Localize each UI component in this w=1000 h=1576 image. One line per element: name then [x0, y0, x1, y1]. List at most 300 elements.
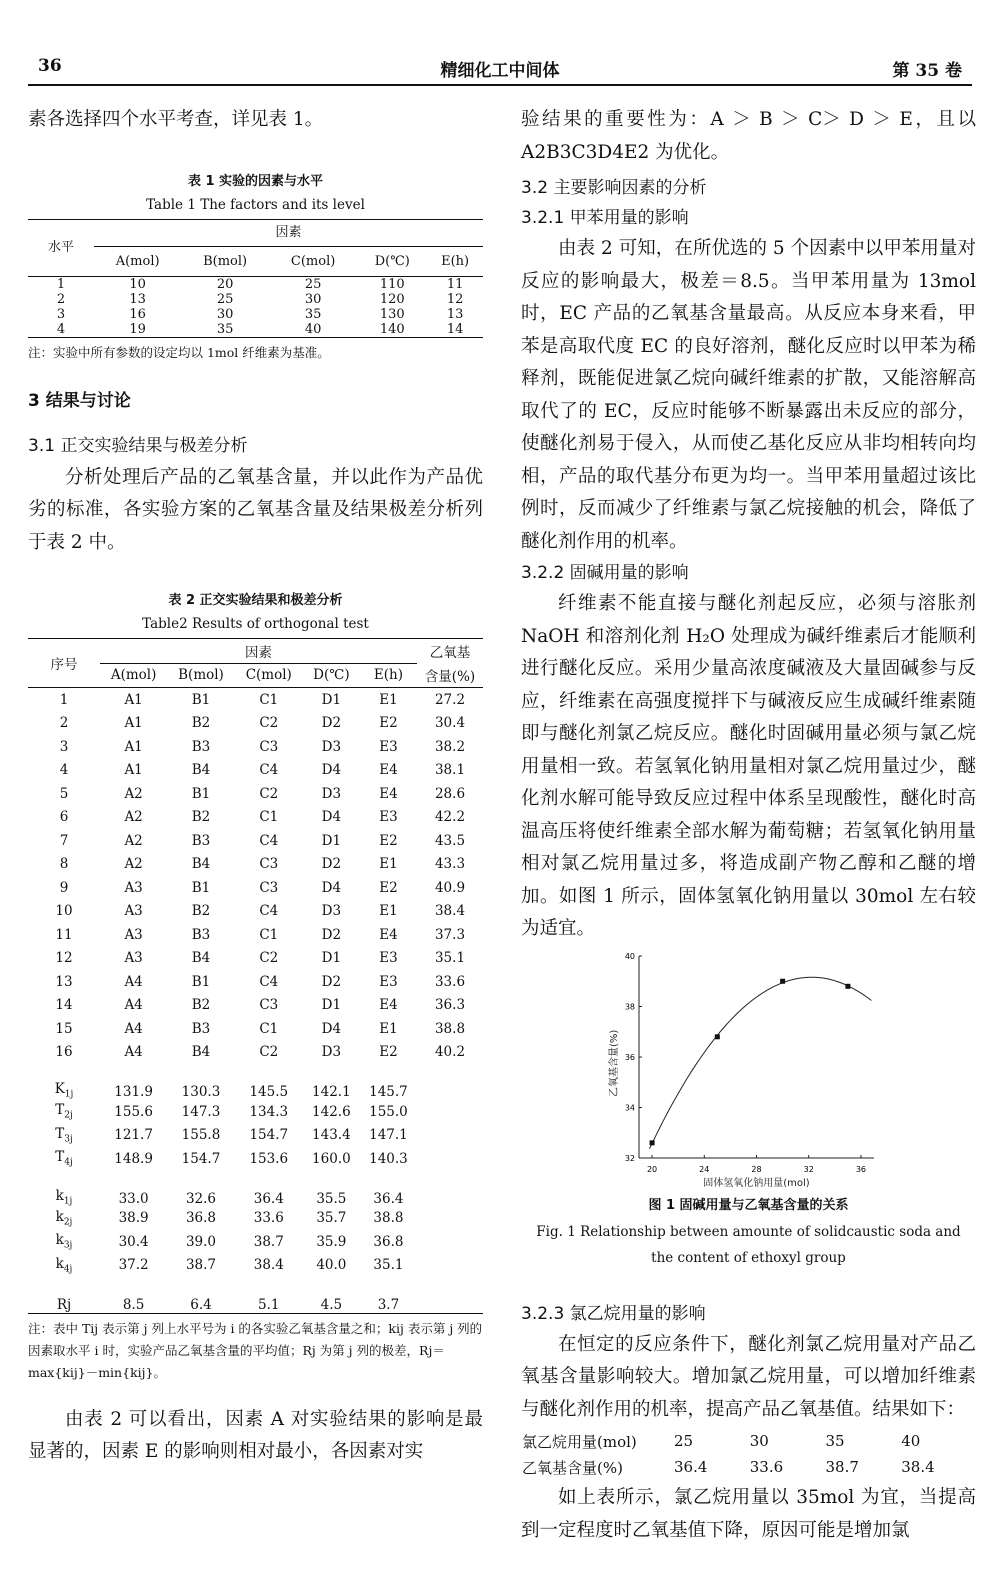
cell: E1: [379, 1020, 398, 1037]
table2-summary-row: [28, 1230, 483, 1254]
cell: $k_{3j}$: [55, 1232, 73, 1252]
cell: 25: [674, 1432, 694, 1450]
cell: C2: [259, 1044, 279, 1061]
cell: 35: [304, 306, 322, 322]
cell: 12: [55, 950, 73, 967]
cell: 38.4: [901, 1458, 935, 1476]
cell: B3: [191, 1020, 211, 1037]
table2-ethoxy-header-unit: 含量(%): [424, 669, 476, 685]
cell: 36.4: [373, 1190, 404, 1207]
cell: 乙氧基含量(%): [522, 1458, 623, 1477]
section-3-2-2-heading: 3.2.2 固碱用量的影响: [521, 563, 689, 583]
cell: E4: [379, 785, 398, 802]
table2-summary-row: [28, 1171, 483, 1207]
table1-col: A(mol): [115, 253, 160, 269]
cell: 131.9: [114, 1084, 153, 1100]
table2-row: [28, 947, 483, 971]
chart-axes: [625, 952, 874, 1174]
figure-1-caption-cn: 图 1 固碱用量与乙氧基含量的关系: [648, 1197, 849, 1213]
cell: 35.7: [316, 1210, 347, 1227]
cell: 30.4: [434, 715, 466, 732]
cell: E1: [379, 856, 398, 873]
paragraph-3-2-2: 纤维素不能直接与醚化剂起反应，必须与溶胀剂 NaOH 和溶剂化剂 H₂O 处理成为碱纤维素后才能顺利进行醚化反应。采用少量高浓度碱液及大量固碱参与反应，纤维素在高强度搅拌下与碱液反应生成碱纤维素随即与醚化剂氯乙烷反应。醚化时固碱用量必须与氯乙烷用量相一致。若氢氧化钠用量相对氯乙烷用量过少，醚化剂水解可能导致反应过程中体系呈现酸性，醚化时高温高压将使纤维素全部水解为葡萄糖；若氢氧化钠用量相对氯乙烷用量过多，将造成副产物乙醇和乙醚的增加。如图 1 所示，固体氢氧化钠用量以 30mol 左右较为适宜。: [521, 593, 976, 939]
cell: E4: [379, 926, 398, 943]
cell: B2: [191, 997, 211, 1014]
section-3-2-1-heading: 3.2.1 甲苯用量的影响: [521, 208, 689, 228]
cell: 38.8: [373, 1210, 404, 1227]
cell: 121.7: [114, 1127, 153, 1144]
cell: 134.3: [249, 1103, 289, 1120]
cell: 140: [379, 321, 405, 337]
cell: $T_{3j}$: [55, 1125, 73, 1145]
cell: 2: [56, 291, 66, 307]
table1-factor-header: 因素: [94, 219, 483, 246]
x-tick-label: 24: [699, 1164, 710, 1174]
table1-col: B(mol): [203, 253, 248, 269]
cell: 14: [446, 321, 464, 337]
table2-row: [28, 829, 483, 853]
table1-col: E(h): [441, 253, 470, 269]
mini-table-row: [521, 1454, 976, 1480]
cell: C2: [259, 785, 279, 802]
cell: 28.6: [434, 785, 466, 802]
cell: 148.9: [114, 1150, 153, 1167]
table2-row: [28, 759, 483, 783]
section-3-1-heading: 3.1 正交实验结果与极差分析: [28, 435, 248, 456]
cell: E3: [379, 738, 398, 755]
cell: C4: [259, 832, 279, 849]
cell: C3: [259, 856, 279, 873]
left-column: [28, 104, 483, 1469]
cell: 12: [446, 291, 464, 307]
cell: 154.7: [181, 1150, 221, 1167]
figure-1: [521, 948, 976, 1271]
table2-seq-header: 序号: [28, 639, 100, 688]
cell: D2: [321, 715, 342, 732]
cell: B4: [191, 950, 211, 967]
cell: B2: [191, 809, 211, 826]
cell: 40: [901, 1432, 921, 1450]
cell: B4: [191, 1044, 211, 1061]
cell: 2: [59, 715, 69, 732]
table2: [28, 638, 483, 1314]
cell: Rj: [56, 1296, 72, 1313]
x-tick-label: 20: [646, 1164, 658, 1174]
x-axis-label: 固体氢氧化钠用量(mol): [703, 1177, 810, 1188]
cell: C1: [259, 691, 279, 708]
table2-row: [28, 712, 483, 736]
cell: $k_{4j}$: [55, 1255, 73, 1275]
table2-col: D(℃): [313, 667, 350, 684]
table2-col: C(mol): [245, 667, 292, 684]
table2-summary-row: [28, 1207, 483, 1231]
cell: D1: [321, 691, 342, 708]
cell: 30: [749, 1432, 769, 1450]
cell: 13: [129, 291, 146, 307]
cell: 13: [55, 973, 73, 990]
data-point: [780, 978, 785, 983]
cell: 40.9: [434, 879, 466, 896]
cell: 38.1: [434, 762, 466, 779]
cell: 9: [59, 879, 69, 896]
table2-row: [28, 923, 483, 947]
cell: E2: [379, 1044, 398, 1061]
cell: 38.4: [253, 1257, 284, 1274]
table2-summary-row: [28, 1100, 483, 1124]
cell: C1: [259, 1020, 279, 1037]
cell: D4: [321, 879, 342, 896]
paragraph-3-2-1: 由表 2 可知，在所优选的 5 个因素中以甲苯用量对反应的影响最大，极差＝8.5。当甲苯用量为 13mol 时，EC 产品的乙氧基含量最高。从反应本身来看，甲苯是高取代度 EC 的良好溶剂，醚化反应时以甲苯为稀释剂，既能促进氯乙烷向碱纤维素的扩散，又能溶解高取代了的 EC，反应时能够不断暴露出未反应的部分，使醚化剂易于侵入，从而使乙基化反应从非均相转向均相，产品的取代基分布更为均一。当甲苯用量超过该比例时，反而减少了纤维素与氯乙烷接触的机会，降低了醚化剂作用的机率。: [521, 238, 976, 552]
chart-points: [650, 978, 851, 1145]
cell: A3: [124, 903, 143, 920]
cell: E4: [379, 762, 398, 779]
data-point: [715, 1034, 720, 1039]
cell: A4: [124, 997, 143, 1014]
cell: A1: [124, 715, 143, 732]
table2-title-cn: 表 2 正交实验结果和极差分析: [168, 593, 343, 608]
table2-col: B(mol): [178, 667, 224, 684]
cell: A3: [124, 950, 143, 967]
cell: A3: [124, 926, 143, 943]
cell: 8.5: [122, 1296, 145, 1313]
cell: D4: [321, 762, 342, 779]
cell: 35.5: [316, 1190, 347, 1207]
cell: C4: [259, 762, 279, 779]
cell: 43.3: [434, 856, 466, 873]
cell: 154.7: [249, 1127, 289, 1144]
cell: 37.2: [118, 1257, 149, 1274]
cell: C4: [259, 973, 279, 990]
cell: D1: [321, 832, 342, 849]
cell: D3: [321, 785, 342, 802]
table2-row: [28, 900, 483, 924]
table2-range-row: [28, 1277, 483, 1313]
figure-1-caption-en-2: the content of ethoxyl group: [651, 1249, 846, 1266]
cell: 38.2: [434, 738, 466, 755]
data-point: [650, 1140, 655, 1145]
table1-block: [28, 170, 483, 364]
cell: D3: [321, 1044, 342, 1061]
cell: 36.4: [674, 1458, 708, 1476]
cell: 36.3: [434, 997, 466, 1014]
paragraph-3-1: 分析处理后产品的乙氧基含量，并以此作为产品优劣的标准，各实验方案的乙氧基含量及结果极差分析列于表 2 中。: [28, 466, 483, 553]
cell: 3: [56, 306, 66, 322]
cell: B2: [191, 715, 211, 732]
table1-row: [28, 322, 483, 338]
intro-line: 素各选择四个水平考查，详见表 1。: [28, 109, 324, 130]
cell: 38.7: [185, 1257, 216, 1274]
cell: A4: [124, 973, 143, 990]
cell: 19: [129, 321, 146, 337]
cell: C2: [259, 950, 279, 967]
cell: B3: [191, 738, 211, 755]
cell: A3: [124, 879, 143, 896]
cell: 3: [59, 738, 69, 755]
cell: 33.6: [749, 1458, 784, 1476]
x-tick-label: 36: [855, 1164, 867, 1174]
cell: D2: [321, 856, 342, 873]
mini-table-row: [521, 1428, 976, 1454]
cell: C4: [259, 903, 279, 920]
y-tick-label: 40: [624, 951, 635, 961]
cell: 35.1: [373, 1257, 404, 1274]
table2-row: [28, 782, 483, 806]
cell: 25: [216, 291, 234, 307]
cell: B1: [191, 785, 211, 802]
cell: 155.0: [369, 1103, 408, 1120]
cell: 25: [304, 276, 322, 292]
table2-summary-row: [28, 1124, 483, 1148]
cell: 36.4: [253, 1190, 284, 1207]
table2-block: [28, 589, 483, 1384]
cell: 3.7: [377, 1296, 400, 1313]
table2-row: [28, 853, 483, 877]
cell: 38.4: [434, 903, 466, 920]
y-tick-label: 32: [624, 1153, 635, 1163]
cell: C2: [259, 715, 279, 732]
cell: 110: [379, 276, 405, 292]
cell: $k_{2j}$: [55, 1208, 73, 1228]
section-3-2-heading: 3.2 主要影响因素的分析: [521, 178, 707, 198]
cell: 37.3: [434, 926, 466, 943]
cell: A1: [124, 691, 143, 708]
figure-1-caption-en-1: Fig. 1 Relationship between amounte of solidcaustic soda and: [536, 1223, 961, 1240]
x-tick-label: 28: [751, 1164, 762, 1174]
table2-summary-row: [28, 1254, 483, 1278]
paragraph-left-end: 由表 2 可以看出，因素 A 对实验结果的影响是最显著的，因素 E 的影响则相对最小，各因素对实: [28, 1408, 483, 1462]
cell: D1: [321, 997, 342, 1014]
page-number: 36: [38, 56, 62, 76]
table2-summary-row: [28, 1064, 483, 1100]
cell: 38.8: [434, 1020, 466, 1037]
cell: 8: [59, 856, 69, 873]
table2-row: [28, 876, 483, 900]
cell: 4: [59, 762, 69, 779]
cell: 16: [55, 1044, 73, 1061]
paragraph-right-end: 如上表所示，氯乙烷用量以 35mol 为宜，当提高到一定程度时乙氧基值下降，原因可能是增加氯: [521, 1487, 976, 1541]
cell: B1: [191, 973, 211, 990]
table1-row: [28, 292, 483, 307]
cell: B4: [191, 762, 211, 779]
paragraph-right-top: 验结果的重要性为：A ＞ B ＞ C＞ D ＞ E，且以 A2B3C3D4E2 为优化。: [521, 109, 976, 163]
cell: D3: [321, 738, 342, 755]
cell: 140.3: [369, 1150, 408, 1167]
paragraph-3-2-3: 在恒定的反应条件下，醚化剂氯乙烷用量对产品乙氧基含量影响较大。增加氯乙烷用量，可以增加纤维素与醚化剂作用的机率，提高产品乙氧基值。结果如下：: [521, 1333, 976, 1420]
cell: 15: [55, 1020, 73, 1037]
volume-label: 第 35 卷: [892, 61, 962, 81]
table2-col: A(mol): [110, 667, 157, 684]
table2-title-en: Table2 Results of orthogonal test: [142, 616, 369, 632]
cell: $k_{1j}$: [55, 1187, 73, 1207]
cell: 4.5: [320, 1296, 343, 1313]
cell: 130.3: [181, 1084, 221, 1100]
table1-title-cn: 表 1 实验的因素与水平: [187, 173, 324, 189]
cell: 6.4: [190, 1296, 212, 1313]
table1-note: 注：实验中所有参数的设定均以 1mol 纤维素为基准。: [28, 344, 330, 360]
table2-body: [28, 688, 483, 1314]
cell: 35: [825, 1432, 845, 1450]
cell: D1: [321, 950, 342, 967]
cell: 4: [56, 321, 66, 337]
header-rule: [28, 84, 972, 86]
journal-title: 精细化工中间体: [440, 61, 560, 81]
cell: 155.6: [114, 1103, 153, 1120]
cell: $T_{4j}$: [55, 1149, 73, 1169]
cell: 36.8: [185, 1210, 216, 1227]
cell: D3: [321, 903, 342, 920]
cell: 30: [304, 291, 322, 307]
fit-curve: [649, 977, 871, 1149]
cell: D2: [321, 926, 342, 943]
cell: E2: [379, 715, 398, 732]
cell: B3: [191, 832, 211, 849]
cell: 氯乙烷用量(mol): [522, 1432, 637, 1451]
cell: A1: [124, 738, 143, 755]
cell: D2: [321, 973, 342, 990]
right-column: [521, 104, 976, 1547]
figure-1-chart: [521, 948, 976, 1188]
cell: 11: [55, 926, 73, 943]
cell: B1: [191, 879, 211, 896]
cell: 27.2: [434, 691, 466, 708]
cell: B4: [191, 856, 211, 873]
table1-col: C(mol): [290, 253, 336, 269]
cell: A2: [124, 785, 143, 802]
cell: D4: [321, 809, 342, 826]
cell: A2: [124, 832, 143, 849]
section-3-heading: 3 结果与讨论: [28, 390, 131, 411]
cell: D4: [321, 1020, 342, 1037]
cell: 130: [379, 306, 405, 322]
cell: A2: [124, 856, 143, 873]
cell: E3: [379, 950, 398, 967]
cell: 39.0: [185, 1233, 216, 1250]
table1-row: [28, 276, 483, 292]
table1-level-header: 水平: [28, 219, 94, 276]
cell: 35: [216, 321, 234, 337]
table2-row: [28, 1041, 483, 1065]
cell: 5.1: [258, 1296, 280, 1313]
cell: $T_{2j}$: [55, 1102, 73, 1122]
cell: A1: [124, 762, 143, 779]
cell: 30.4: [118, 1233, 149, 1250]
cell: E2: [379, 879, 398, 896]
cell: 36.8: [373, 1233, 404, 1250]
cell: 142.6: [312, 1103, 351, 1120]
table2-summary-row: [28, 1147, 483, 1171]
table2-row: [28, 735, 483, 759]
table2-row: [28, 994, 483, 1018]
y-tick-label: 36: [624, 1052, 635, 1062]
cell: 38.7: [253, 1233, 284, 1250]
table2-row: [28, 806, 483, 830]
x-tick-label: 32: [803, 1164, 814, 1174]
cell: 43.5: [434, 832, 466, 849]
cell: 33.0: [118, 1190, 149, 1207]
cell: B1: [191, 691, 211, 708]
cell: 1: [56, 276, 66, 292]
cell: 40.0: [316, 1257, 347, 1274]
cell: 13: [446, 306, 464, 322]
y-tick-label: 34: [624, 1103, 635, 1112]
cell: E3: [379, 973, 398, 990]
table2-row: [28, 1017, 483, 1041]
cell: 40: [304, 321, 322, 337]
table2-ethoxy-header: 乙氧基: [429, 645, 471, 661]
cell: 10: [55, 903, 73, 920]
cell: 16: [129, 306, 146, 322]
table1-row: [28, 307, 483, 322]
cell: 40.2: [434, 1044, 466, 1061]
cell: C3: [259, 997, 279, 1014]
data-point: [845, 983, 850, 988]
cell: 10: [129, 276, 146, 292]
cell: 32.6: [185, 1190, 216, 1207]
section-3-2-3-heading: 3.2.3 氯乙烷用量的影响: [521, 1303, 706, 1324]
cell: 38.9: [118, 1210, 149, 1227]
cell: B2: [191, 903, 211, 920]
table2-col: E(h): [373, 667, 403, 684]
cell: C1: [259, 809, 279, 826]
cell: $K_{1j}$: [54, 1081, 74, 1100]
cell: 38.7: [825, 1458, 859, 1476]
cell: 142.1: [312, 1084, 351, 1100]
table1-title-en: Table 1 The factors and its level: [146, 196, 365, 213]
cell: A4: [124, 1020, 143, 1037]
y-tick-label: 38: [624, 1002, 635, 1011]
cell: A4: [124, 1044, 143, 1061]
mini-table: [521, 1428, 976, 1480]
table2-row: [28, 970, 483, 994]
cell: 33.6: [434, 973, 466, 990]
table2-row: [28, 688, 483, 712]
cell: C3: [259, 738, 279, 755]
cell: 6: [59, 809, 69, 826]
cell: E1: [379, 691, 398, 708]
cell: A2: [124, 809, 143, 826]
cell: 35.9: [316, 1233, 347, 1250]
table2-factor-header: 因素: [100, 639, 417, 664]
cell: 30: [216, 306, 234, 322]
cell: 160.0: [312, 1150, 351, 1167]
cell: E3: [379, 809, 398, 826]
cell: B3: [191, 926, 211, 943]
cell: 153.6: [249, 1150, 289, 1167]
cell: 35.1: [434, 950, 466, 967]
cell: 5: [59, 785, 69, 802]
cell: 7: [59, 832, 69, 849]
cell: 14: [55, 997, 73, 1014]
cell: 143.4: [312, 1127, 351, 1144]
cell: 42.2: [434, 809, 466, 826]
cell: 147.3: [181, 1103, 221, 1120]
cell: 33.6: [253, 1210, 284, 1227]
cell: 1: [59, 691, 69, 708]
cell: 147.1: [369, 1127, 408, 1144]
table1: [28, 219, 483, 338]
table1-col: D(℃): [374, 253, 410, 269]
cell: E4: [379, 997, 398, 1014]
cell: 145.5: [249, 1084, 289, 1100]
cell: 145.7: [369, 1084, 408, 1100]
cell: C1: [259, 926, 279, 943]
cell: 120: [379, 291, 405, 307]
table2-note: 注：表中 Tij 表示第 j 列上水平号为 i 的各实验乙氧基含量之和；kij 表示第 j 列的因素取水平 i 时，实验产品乙氧基含量的平均值；Rj 为第 j 列的极差，Rj＝max{kij}－min{kij}。: [28, 1320, 483, 1380]
cell: 20: [216, 276, 234, 292]
cell: E2: [379, 832, 398, 849]
cell: 155.8: [181, 1127, 221, 1144]
cell: E1: [379, 903, 398, 920]
